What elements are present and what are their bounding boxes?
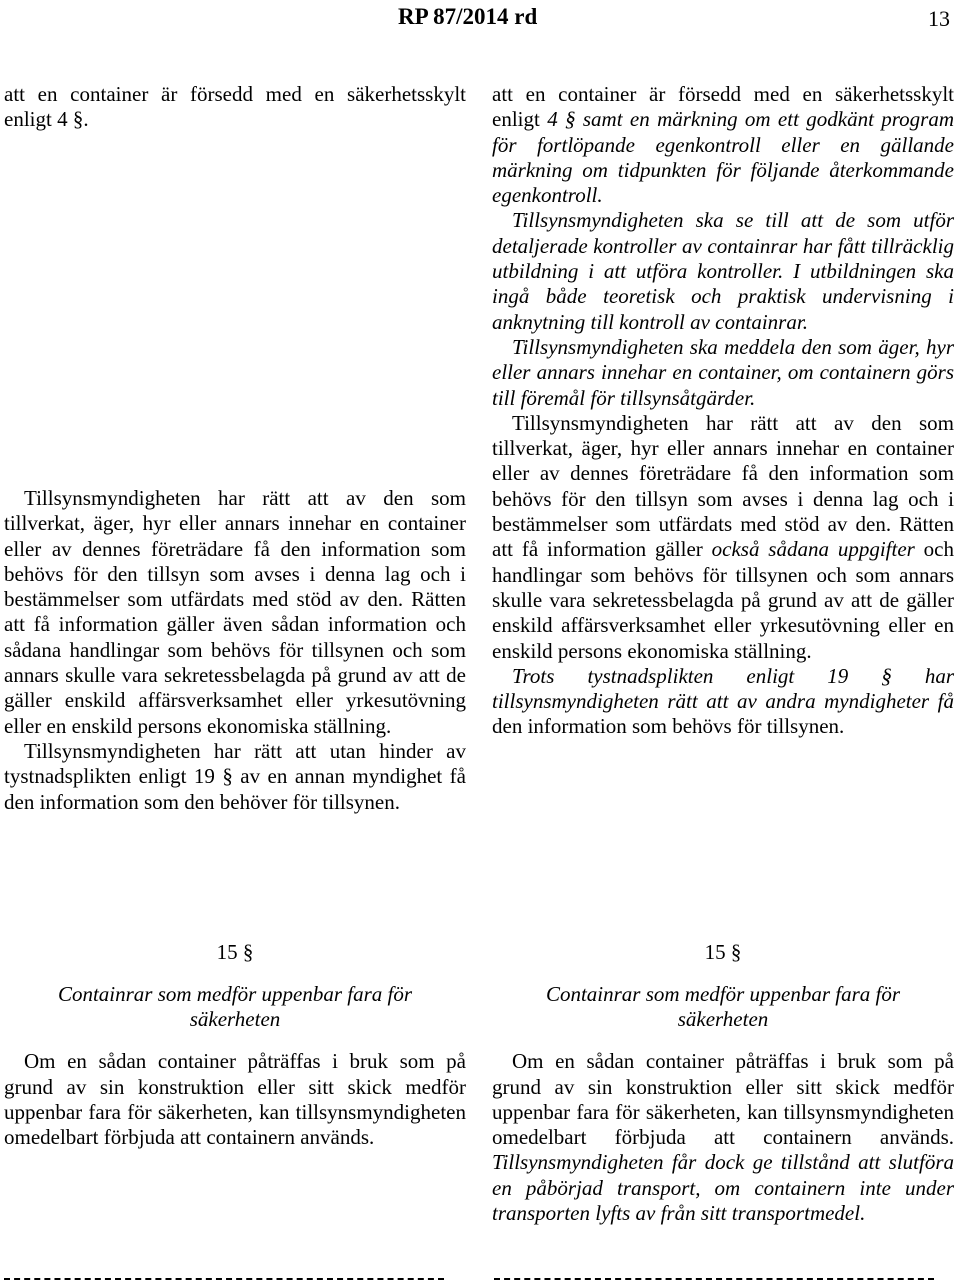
document-id: RP 87/2014 rd (398, 4, 538, 29)
right-paragraph-3: Tillsynsmyndigheten ska meddela den som äger, hyr eller annars innehar en container, om containern görs till föremål för tillsynsåtgärder. (492, 334, 954, 410)
left-divider (4, 1278, 444, 1280)
left-paragraph-1: att en container är försedd med en säkerhetsskylt enligt 4 §. (4, 82, 466, 132)
left-paragraph-2: Tillsynsmyndigheten har rätt att av den som tillverkat, äger, hyr eller annars innehar en container eller av dennes företrädare få den information som behövs för den tillsyn som avses i denna lag och i bestämmelser som utfärdats med stöd av den. Rätten att få information gäller även sådan information och sådana handlingar som behövs för tillsynen och som annars skulle vara sekretessbelagda på grund av att de gäller enskild affärsverksamhet eller yrkesutövning eller en enskild persons ekonomiska ställning. (4, 486, 466, 738)
right-paragraph-2: Tillsynsmyndigheten ska se till att de som utför detaljerade kontroller av containrar har fått tillräcklig utbildning i att utföra kontroller. I utbildningen ska ingå både teoretisk och praktisk undervisning i anknytning till kontroll av containrar. (492, 208, 954, 334)
left-section-title: Containrar som medför uppenbar fara för säkerheten (57, 982, 413, 1032)
right-section-title: Containrar som medför uppenbar fara för säkerheten (545, 982, 901, 1032)
right-paragraph-6: Om en sådan container påträffas i bruk som på grund av sin konstruktion eller sitt skick medför uppenbar fara för säkerheten, kan tillsynsmyndigheten omedelbart förbjuda att containern används. Tillsynsmyndigheten får dock ge tillstånd att slutföra en påbörjad transport, om containern inte under transporten lyfts av från sitt transportmedel. (492, 1049, 954, 1226)
left-column (4, 82, 466, 133)
right-paragraph-5: Trots tystnadsplikten enligt 19 § har tillsynsmyndigheten rätt att av andra myndigheter få den information som behövs för tillsynen. (492, 663, 954, 739)
right-section-number: 15 § (704, 940, 742, 964)
page-number: 13 (928, 6, 950, 31)
page-header (0, 4, 960, 34)
right-divider (494, 1278, 934, 1280)
left-paragraph-3: Tillsynsmyndigheten har rätt att utan hinder av tystnadsplikten enligt 19 § av en annan myndighet få den information som den behöver för tillsynen. (4, 738, 466, 814)
left-section-15 (4, 940, 466, 1150)
left-paragraph-4: Om en sådan container påträffas i bruk som på grund av sin konstruktion eller sitt skick medför uppenbar fara för säkerheten, kan tillsynsmyndigheten omedelbart förbjuda att containern används. (4, 1049, 466, 1150)
right-section-15 (492, 940, 954, 1226)
right-column (492, 82, 954, 740)
left-column-body (4, 486, 466, 815)
left-section-number: 15 § (216, 940, 254, 964)
right-paragraph-4: Tillsynsmyndigheten har rätt att av den som tillverkat, äger, hyr eller annars innehar en container eller av dennes företrädare få den information som behövs för den tillsyn som avses i denna lag och i bestämmelser som utfärdats med stöd av den. Rätten att få information gäller också sådana uppgifter och handlingar som behövs för tillsynen och som annars skulle vara sekretessbelagda på grund av att de gäller enskild affärsverksamhet eller yrkesutövning eller en enskild persons ekonomiska ställning. (492, 410, 954, 663)
right-paragraph-1: att en container är försedd med en säkerhetsskylt enligt 4 § samt en märkning om ett godkänt program för fortlöpande egenkontroll eller en gällande märkning om tidpunkten för följande återkommande egenkontroll. (492, 82, 955, 208)
